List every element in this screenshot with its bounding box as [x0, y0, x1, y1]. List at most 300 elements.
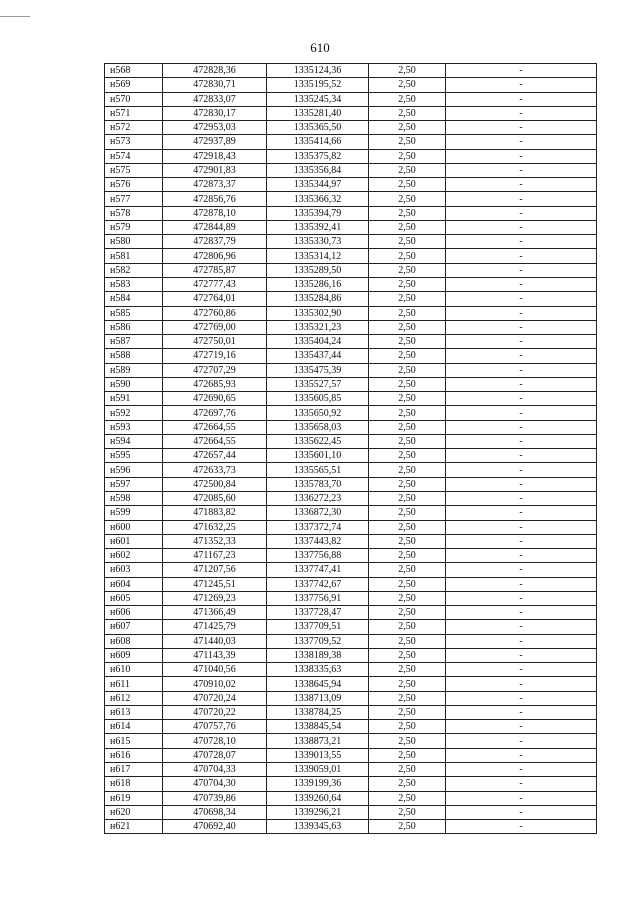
note-cell: -	[446, 648, 597, 662]
table-row	[105, 648, 597, 662]
accuracy-cell: 2,50	[369, 705, 446, 719]
point-id-cell: н570	[105, 92, 163, 106]
x-coordinate-cell: 471366,49	[163, 606, 267, 620]
x-coordinate-cell: 472764,01	[163, 292, 267, 306]
accuracy-cell: 2,50	[369, 64, 446, 78]
note-cell: -	[446, 777, 597, 791]
note-cell: -	[446, 249, 597, 263]
x-coordinate-cell: 472769,00	[163, 320, 267, 334]
y-coordinate-cell: 1338335,63	[267, 663, 369, 677]
note-cell: -	[446, 691, 597, 705]
note-cell: -	[446, 106, 597, 120]
note-cell: -	[446, 463, 597, 477]
y-coordinate-cell: 1338873,21	[267, 734, 369, 748]
note-cell: -	[446, 335, 597, 349]
y-coordinate-cell: 1335302,90	[267, 306, 369, 320]
note-cell: -	[446, 349, 597, 363]
table-row	[105, 392, 597, 406]
table-row	[105, 663, 597, 677]
accuracy-cell: 2,50	[369, 777, 446, 791]
table-row	[105, 477, 597, 491]
x-coordinate-cell: 472785,87	[163, 263, 267, 277]
note-cell: -	[446, 277, 597, 291]
y-coordinate-cell: 1335344,97	[267, 178, 369, 192]
note-cell: -	[446, 292, 597, 306]
table-row	[105, 734, 597, 748]
y-coordinate-cell: 1335314,12	[267, 249, 369, 263]
x-coordinate-cell: 472500,84	[163, 477, 267, 491]
table-row	[105, 720, 597, 734]
coordinates-table	[104, 63, 597, 834]
note-cell: -	[446, 135, 597, 149]
point-id-cell: н610	[105, 663, 163, 677]
x-coordinate-cell: 471207,56	[163, 563, 267, 577]
y-coordinate-cell: 1336272,23	[267, 491, 369, 505]
accuracy-cell: 2,50	[369, 820, 446, 834]
accuracy-cell: 2,50	[369, 220, 446, 234]
table-row	[105, 135, 597, 149]
note-cell: -	[446, 192, 597, 206]
y-coordinate-cell: 1335650,92	[267, 406, 369, 420]
point-id-cell: н580	[105, 235, 163, 249]
x-coordinate-cell: 470739,86	[163, 791, 267, 805]
x-coordinate-cell: 472085,60	[163, 491, 267, 505]
y-coordinate-cell: 1335321,23	[267, 320, 369, 334]
table-row	[105, 677, 597, 691]
point-id-cell: н605	[105, 591, 163, 605]
note-cell: -	[446, 748, 597, 762]
y-coordinate-cell: 1339013,55	[267, 748, 369, 762]
point-id-cell: н575	[105, 163, 163, 177]
table-row	[105, 805, 597, 819]
table-row	[105, 634, 597, 648]
accuracy-cell: 2,50	[369, 277, 446, 291]
point-id-cell: н582	[105, 263, 163, 277]
point-id-cell: н607	[105, 620, 163, 634]
table-row	[105, 777, 597, 791]
point-id-cell: н579	[105, 220, 163, 234]
y-coordinate-cell: 1339345,63	[267, 820, 369, 834]
note-cell: -	[446, 121, 597, 135]
point-id-cell: н571	[105, 106, 163, 120]
y-coordinate-cell: 1338845,54	[267, 720, 369, 734]
note-cell: -	[446, 805, 597, 819]
page-number: 610	[310, 40, 330, 55]
y-coordinate-cell: 1337756,88	[267, 549, 369, 563]
x-coordinate-cell: 471440,03	[163, 634, 267, 648]
note-cell: -	[446, 791, 597, 805]
y-coordinate-cell: 1337756,91	[267, 591, 369, 605]
accuracy-cell: 2,50	[369, 463, 446, 477]
table-row	[105, 606, 597, 620]
note-cell: -	[446, 434, 597, 448]
table-row	[105, 820, 597, 834]
y-coordinate-cell: 1335356,84	[267, 163, 369, 177]
x-coordinate-cell: 471352,33	[163, 534, 267, 548]
accuracy-cell: 2,50	[369, 748, 446, 762]
note-cell: -	[446, 377, 597, 391]
y-coordinate-cell: 1337443,82	[267, 534, 369, 548]
x-coordinate-cell: 472777,43	[163, 277, 267, 291]
y-coordinate-cell: 1337728,47	[267, 606, 369, 620]
x-coordinate-cell: 472697,76	[163, 406, 267, 420]
accuracy-cell: 2,50	[369, 791, 446, 805]
x-coordinate-cell: 470704,33	[163, 763, 267, 777]
y-coordinate-cell: 1335375,82	[267, 149, 369, 163]
accuracy-cell: 2,50	[369, 363, 446, 377]
table-row	[105, 64, 597, 78]
accuracy-cell: 2,50	[369, 178, 446, 192]
y-coordinate-cell: 1335783,70	[267, 477, 369, 491]
note-cell: -	[446, 534, 597, 548]
y-coordinate-cell: 1338713,09	[267, 691, 369, 705]
y-coordinate-cell: 1335605,85	[267, 392, 369, 406]
accuracy-cell: 2,50	[369, 520, 446, 534]
x-coordinate-cell: 471632,25	[163, 520, 267, 534]
point-id-cell: н572	[105, 121, 163, 135]
point-id-cell: н595	[105, 449, 163, 463]
accuracy-cell: 2,50	[369, 506, 446, 520]
note-cell: -	[446, 263, 597, 277]
accuracy-cell: 2,50	[369, 577, 446, 591]
point-id-cell: н600	[105, 520, 163, 534]
point-id-cell: н594	[105, 434, 163, 448]
table-row	[105, 263, 597, 277]
accuracy-cell: 2,50	[369, 163, 446, 177]
accuracy-cell: 2,50	[369, 406, 446, 420]
table-row	[105, 549, 597, 563]
table-row	[105, 249, 597, 263]
point-id-cell: н576	[105, 178, 163, 192]
table-row	[105, 335, 597, 349]
table-row	[105, 434, 597, 448]
y-coordinate-cell: 1338189,38	[267, 648, 369, 662]
point-id-cell: н601	[105, 534, 163, 548]
accuracy-cell: 2,50	[369, 121, 446, 135]
x-coordinate-cell: 471040,56	[163, 663, 267, 677]
accuracy-cell: 2,50	[369, 434, 446, 448]
note-cell: -	[446, 820, 597, 834]
point-id-cell: н569	[105, 78, 163, 92]
note-cell: -	[446, 406, 597, 420]
y-coordinate-cell: 1339296,21	[267, 805, 369, 819]
y-coordinate-cell: 1337709,51	[267, 620, 369, 634]
y-coordinate-cell: 1335601,10	[267, 449, 369, 463]
table-row	[105, 235, 597, 249]
note-cell: -	[446, 363, 597, 377]
accuracy-cell: 2,50	[369, 249, 446, 263]
x-coordinate-cell: 472828,36	[163, 64, 267, 78]
table-row	[105, 377, 597, 391]
point-id-cell: н598	[105, 491, 163, 505]
note-cell: -	[446, 163, 597, 177]
note-cell: -	[446, 220, 597, 234]
table-row	[105, 691, 597, 705]
x-coordinate-cell: 470720,22	[163, 705, 267, 719]
point-id-cell: н574	[105, 149, 163, 163]
point-id-cell: н611	[105, 677, 163, 691]
table-row	[105, 506, 597, 520]
point-id-cell: н615	[105, 734, 163, 748]
x-coordinate-cell: 470704,30	[163, 777, 267, 791]
accuracy-cell: 2,50	[369, 805, 446, 819]
table-row	[105, 591, 597, 605]
y-coordinate-cell: 1337372,74	[267, 520, 369, 534]
x-coordinate-cell: 470698,34	[163, 805, 267, 819]
note-cell: -	[446, 591, 597, 605]
y-coordinate-cell: 1337747,41	[267, 563, 369, 577]
accuracy-cell: 2,50	[369, 549, 446, 563]
accuracy-cell: 2,50	[369, 606, 446, 620]
x-coordinate-cell: 472918,43	[163, 149, 267, 163]
accuracy-cell: 2,50	[369, 392, 446, 406]
accuracy-cell: 2,50	[369, 648, 446, 662]
table-row	[105, 577, 597, 591]
note-cell: -	[446, 577, 597, 591]
y-coordinate-cell: 1335394,79	[267, 206, 369, 220]
x-coordinate-cell: 470728,10	[163, 734, 267, 748]
table-row	[105, 163, 597, 177]
accuracy-cell: 2,50	[369, 206, 446, 220]
table-row	[105, 748, 597, 762]
x-coordinate-cell: 471245,51	[163, 577, 267, 591]
note-cell: -	[446, 549, 597, 563]
note-cell: -	[446, 634, 597, 648]
note-cell: -	[446, 64, 597, 78]
accuracy-cell: 2,50	[369, 534, 446, 548]
y-coordinate-cell: 1335658,03	[267, 420, 369, 434]
note-cell: -	[446, 178, 597, 192]
point-id-cell: н586	[105, 320, 163, 334]
accuracy-cell: 2,50	[369, 263, 446, 277]
point-id-cell: н590	[105, 377, 163, 391]
note-cell: -	[446, 677, 597, 691]
accuracy-cell: 2,50	[369, 763, 446, 777]
point-id-cell: н597	[105, 477, 163, 491]
x-coordinate-cell: 472760,86	[163, 306, 267, 320]
accuracy-cell: 2,50	[369, 92, 446, 106]
table-row	[105, 420, 597, 434]
x-coordinate-cell: 472833,07	[163, 92, 267, 106]
x-coordinate-cell: 470692,40	[163, 820, 267, 834]
x-coordinate-cell: 472657,44	[163, 449, 267, 463]
table-row	[105, 92, 597, 106]
table-row	[105, 491, 597, 505]
accuracy-cell: 2,50	[369, 335, 446, 349]
table-row	[105, 705, 597, 719]
accuracy-cell: 2,50	[369, 106, 446, 120]
note-cell: -	[446, 306, 597, 320]
note-cell: -	[446, 392, 597, 406]
table-row	[105, 178, 597, 192]
table-row	[105, 620, 597, 634]
x-coordinate-cell: 471143,39	[163, 648, 267, 662]
point-id-cell: н583	[105, 277, 163, 291]
table-row	[105, 106, 597, 120]
point-id-cell: н584	[105, 292, 163, 306]
point-id-cell: н568	[105, 64, 163, 78]
table-row	[105, 320, 597, 334]
accuracy-cell: 2,50	[369, 149, 446, 163]
point-id-cell: н573	[105, 135, 163, 149]
y-coordinate-cell: 1337709,52	[267, 634, 369, 648]
accuracy-cell: 2,50	[369, 135, 446, 149]
point-id-cell: н616	[105, 748, 163, 762]
y-coordinate-cell: 1336872,30	[267, 506, 369, 520]
x-coordinate-cell: 471167,23	[163, 549, 267, 563]
x-coordinate-cell: 472707,29	[163, 363, 267, 377]
accuracy-cell: 2,50	[369, 320, 446, 334]
note-cell: -	[446, 420, 597, 434]
point-id-cell: н596	[105, 463, 163, 477]
x-coordinate-cell: 470757,76	[163, 720, 267, 734]
table-row	[105, 121, 597, 135]
point-id-cell: н588	[105, 349, 163, 363]
y-coordinate-cell: 1339059,01	[267, 763, 369, 777]
table-row	[105, 763, 597, 777]
x-coordinate-cell: 472844,89	[163, 220, 267, 234]
y-coordinate-cell: 1335365,50	[267, 121, 369, 135]
y-coordinate-cell: 1335414,66	[267, 135, 369, 149]
point-id-cell: н592	[105, 406, 163, 420]
table-row	[105, 791, 597, 805]
x-coordinate-cell: 472953,03	[163, 121, 267, 135]
x-coordinate-cell: 470728,07	[163, 748, 267, 762]
x-coordinate-cell: 471425,79	[163, 620, 267, 634]
note-cell: -	[446, 491, 597, 505]
x-coordinate-cell: 472937,89	[163, 135, 267, 149]
y-coordinate-cell: 1335330,73	[267, 235, 369, 249]
note-cell: -	[446, 235, 597, 249]
note-cell: -	[446, 763, 597, 777]
x-coordinate-cell: 472856,76	[163, 192, 267, 206]
table-row	[105, 78, 597, 92]
table-row	[105, 220, 597, 234]
accuracy-cell: 2,50	[369, 663, 446, 677]
y-coordinate-cell: 1335437,44	[267, 349, 369, 363]
point-id-cell: н603	[105, 563, 163, 577]
x-coordinate-cell: 470910,02	[163, 677, 267, 691]
y-coordinate-cell: 1335195,52	[267, 78, 369, 92]
note-cell: -	[446, 705, 597, 719]
x-coordinate-cell: 472878,10	[163, 206, 267, 220]
x-coordinate-cell: 470720,24	[163, 691, 267, 705]
point-id-cell: н608	[105, 634, 163, 648]
note-cell: -	[446, 92, 597, 106]
point-id-cell: н604	[105, 577, 163, 591]
point-id-cell: н606	[105, 606, 163, 620]
x-coordinate-cell: 472690,65	[163, 392, 267, 406]
y-coordinate-cell: 1335404,24	[267, 335, 369, 349]
accuracy-cell: 2,50	[369, 292, 446, 306]
note-cell: -	[446, 320, 597, 334]
y-coordinate-cell: 1335527,57	[267, 377, 369, 391]
y-coordinate-cell: 1338645,94	[267, 677, 369, 691]
y-coordinate-cell: 1335392,41	[267, 220, 369, 234]
accuracy-cell: 2,50	[369, 235, 446, 249]
point-id-cell: н587	[105, 335, 163, 349]
note-cell: -	[446, 720, 597, 734]
y-coordinate-cell: 1335286,16	[267, 277, 369, 291]
point-id-cell: н613	[105, 705, 163, 719]
accuracy-cell: 2,50	[369, 491, 446, 505]
point-id-cell: н618	[105, 777, 163, 791]
note-cell: -	[446, 620, 597, 634]
note-cell: -	[446, 449, 597, 463]
table-row	[105, 534, 597, 548]
x-coordinate-cell: 472664,55	[163, 434, 267, 448]
table-row	[105, 292, 597, 306]
accuracy-cell: 2,50	[369, 734, 446, 748]
point-id-cell: н589	[105, 363, 163, 377]
y-coordinate-cell: 1338784,25	[267, 705, 369, 719]
x-coordinate-cell: 472873,37	[163, 178, 267, 192]
x-coordinate-cell: 471269,23	[163, 591, 267, 605]
y-coordinate-cell: 1335245,34	[267, 92, 369, 106]
x-coordinate-cell: 472837,79	[163, 235, 267, 249]
y-coordinate-cell: 1335124,36	[267, 64, 369, 78]
table-row	[105, 520, 597, 534]
y-coordinate-cell: 1335475,39	[267, 363, 369, 377]
x-coordinate-cell: 472830,17	[163, 106, 267, 120]
point-id-cell: н602	[105, 549, 163, 563]
table-row	[105, 192, 597, 206]
note-cell: -	[446, 78, 597, 92]
accuracy-cell: 2,50	[369, 634, 446, 648]
accuracy-cell: 2,50	[369, 677, 446, 691]
table-row	[105, 449, 597, 463]
note-cell: -	[446, 149, 597, 163]
x-coordinate-cell: 472719,16	[163, 349, 267, 363]
point-id-cell: н619	[105, 791, 163, 805]
x-coordinate-cell: 472830,71	[163, 78, 267, 92]
point-id-cell: н593	[105, 420, 163, 434]
note-cell: -	[446, 563, 597, 577]
accuracy-cell: 2,50	[369, 306, 446, 320]
x-coordinate-cell: 472664,55	[163, 420, 267, 434]
y-coordinate-cell: 1335622,45	[267, 434, 369, 448]
point-id-cell: н585	[105, 306, 163, 320]
x-coordinate-cell: 472750,01	[163, 335, 267, 349]
note-cell: -	[446, 477, 597, 491]
y-coordinate-cell: 1335366,32	[267, 192, 369, 206]
point-id-cell: н591	[105, 392, 163, 406]
accuracy-cell: 2,50	[369, 420, 446, 434]
accuracy-cell: 2,50	[369, 192, 446, 206]
y-coordinate-cell: 1335284,86	[267, 292, 369, 306]
x-coordinate-cell: 471883,82	[163, 506, 267, 520]
accuracy-cell: 2,50	[369, 591, 446, 605]
accuracy-cell: 2,50	[369, 477, 446, 491]
note-cell: -	[446, 663, 597, 677]
x-coordinate-cell: 472685,93	[163, 377, 267, 391]
y-coordinate-cell: 1335565,51	[267, 463, 369, 477]
point-id-cell: н599	[105, 506, 163, 520]
table-body	[105, 64, 597, 834]
point-id-cell: н621	[105, 820, 163, 834]
point-id-cell: н612	[105, 691, 163, 705]
accuracy-cell: 2,50	[369, 691, 446, 705]
note-cell: -	[446, 606, 597, 620]
point-id-cell: н577	[105, 192, 163, 206]
accuracy-cell: 2,50	[369, 78, 446, 92]
point-id-cell: н614	[105, 720, 163, 734]
note-cell: -	[446, 206, 597, 220]
x-coordinate-cell: 472806,96	[163, 249, 267, 263]
table-row	[105, 463, 597, 477]
accuracy-cell: 2,50	[369, 449, 446, 463]
x-coordinate-cell: 472901,83	[163, 163, 267, 177]
